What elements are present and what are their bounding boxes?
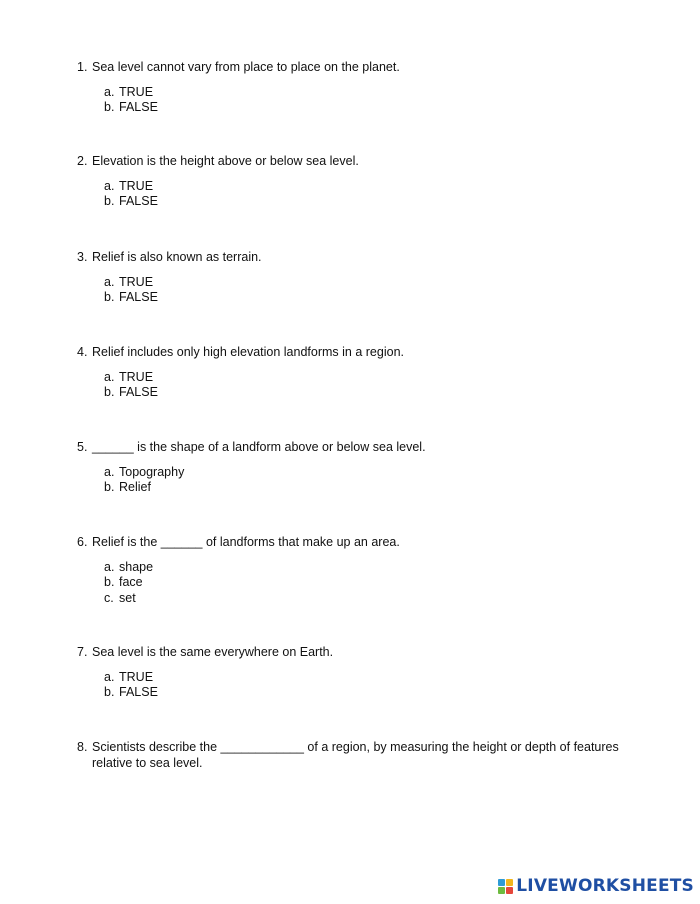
question-text: Relief is also known as terrain. [92,250,262,264]
question-number: 7. [77,645,88,659]
option-b[interactable] [104,194,637,210]
option-text: Relief [119,480,151,494]
question-number: 6. [77,535,88,549]
option-letter: b. [104,194,115,208]
question-3 [77,250,637,306]
option-text: FALSE [119,685,158,699]
question-8 [77,740,637,771]
option-letter: b. [104,385,115,399]
option-text: face [119,575,143,589]
option-text: TRUE [119,669,154,684]
option-text: shape [119,559,154,574]
option-letter: a. [104,559,115,574]
question-text: Scientists describe the ____________ of a region, by measuring the height or depth of features relative to sea level. [92,740,619,770]
option-text: TRUE [119,369,154,384]
logo-square-icon [498,879,505,886]
option-text: TRUE [119,178,154,193]
question-7 [77,645,637,701]
question-text: ______ is the shape of a landform above or below sea level. [92,440,426,454]
options-list [77,560,637,607]
question-1 [77,60,637,116]
option-b[interactable] [104,685,637,701]
option-b[interactable] [104,100,637,116]
option-letter: a. [104,464,115,479]
question-2 [77,154,637,210]
logo-square-icon [506,879,513,886]
question-number: 5. [77,440,88,454]
option-text: Topography [119,464,185,479]
options-list [77,670,637,701]
option-text: FALSE [119,385,158,399]
option-a[interactable] [104,85,637,101]
option-b[interactable] [104,385,637,401]
option-letter: a. [104,669,115,684]
question-4 [77,345,637,401]
option-letter: a. [104,369,115,384]
logo-grid-icon [498,879,513,894]
question-number: 8. [77,740,88,754]
option-letter: a. [104,274,115,289]
option-text: set [119,590,136,605]
question-text: Sea level is the same everywhere on Earth. [92,645,334,659]
option-c[interactable] [104,591,637,607]
options-list [77,465,637,496]
liveworksheets-logo [498,876,694,896]
option-letter: b. [104,575,115,589]
question-6 [77,535,637,606]
options-list [77,179,637,210]
option-a[interactable] [104,275,637,291]
question-number: 2. [77,154,88,168]
option-a[interactable] [104,670,637,686]
question-5 [77,440,637,496]
option-letter: c. [104,590,114,605]
options-list [77,370,637,401]
question-text: Relief includes only high elevation landforms in a region. [92,345,404,359]
logo-square-icon [498,887,505,894]
option-letter: b. [104,100,115,114]
option-b[interactable] [104,575,637,591]
option-letter: a. [104,178,115,193]
option-letter: b. [104,685,115,699]
logo-square-icon [506,887,513,894]
option-letter: a. [104,84,115,99]
option-b[interactable] [104,290,637,306]
option-text: TRUE [119,84,154,99]
option-text: FALSE [119,290,158,304]
option-a[interactable] [104,560,637,576]
option-text: FALSE [119,100,158,114]
option-letter: b. [104,480,115,494]
question-text: Elevation is the height above or below sea level. [92,154,359,168]
options-list [77,275,637,306]
question-text: Relief is the ______ of landforms that make up an area. [92,535,400,549]
option-b[interactable] [104,480,637,496]
question-number: 3. [77,250,88,264]
option-a[interactable] [104,465,637,481]
option-a[interactable] [104,179,637,195]
option-text: FALSE [119,194,158,208]
logo-text: LIVEWORKSHEETS [516,876,694,896]
question-text: Sea level cannot vary from place to place on the planet. [92,60,400,74]
option-text: TRUE [119,274,154,289]
option-letter: b. [104,290,115,304]
question-number: 4. [77,345,88,359]
option-a[interactable] [104,370,637,386]
options-list [77,85,637,116]
question-number: 1. [77,60,88,74]
